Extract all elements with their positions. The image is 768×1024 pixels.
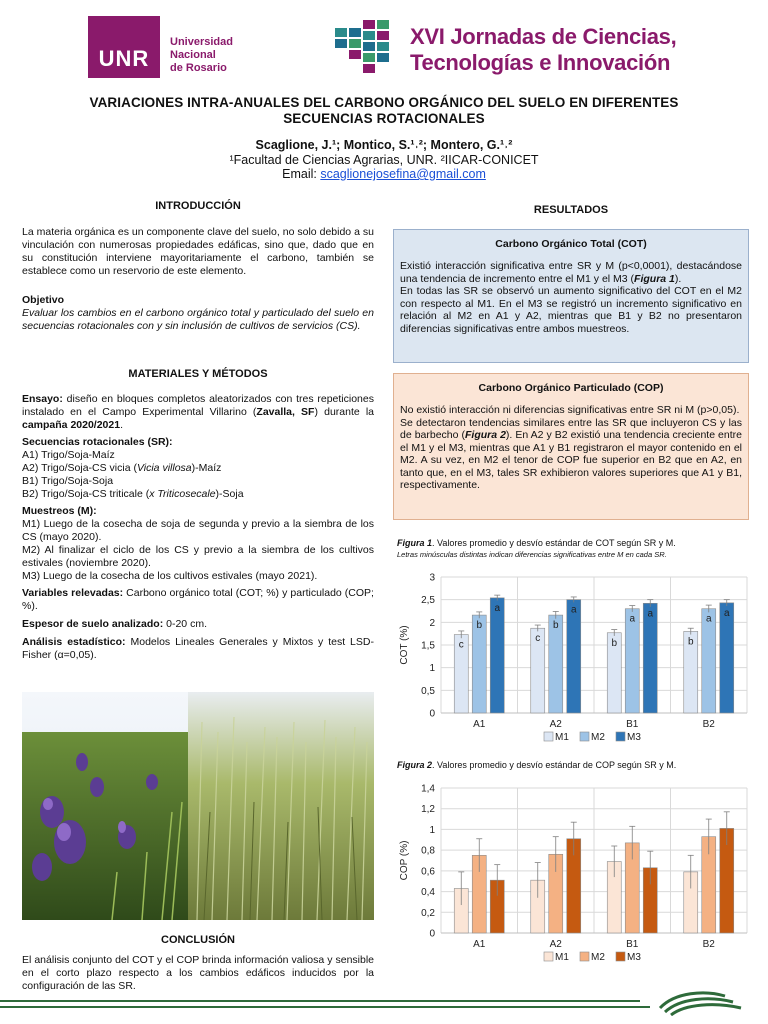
cop-box-title: Carbono Orgánico Particulado (COP)	[478, 382, 664, 394]
sr-item-text: B2) Trigo/Soja-CS triticale (	[22, 488, 150, 500]
vars-text	[22, 587, 374, 613]
m-item: M3) Luego de la cosecha de los cultivos estivales (mayo 2021).	[22, 570, 318, 582]
fig2-caption-label: Figura 2	[397, 760, 433, 770]
bar	[643, 603, 657, 713]
methods-heading: MATERIALES Y MÉTODOS	[128, 368, 268, 380]
stats-text	[22, 636, 374, 662]
y-tick-label: 0,6	[421, 866, 435, 878]
cot-box-p2: En todas las SR se observó un aumento significativo del COT en el M2 con respecto al M1. En el M3 se registró un incremento significativo en relación al M2 en A1 y A2, mientras que B1 y B2 no presentaron diferencias significativas entre ambos muestreos.	[400, 285, 742, 335]
bar	[720, 603, 734, 713]
fig1-caption-sub: Letras minúsculas distintas indican diferencias significativas entre M en cada SR.	[397, 550, 667, 559]
x-tick-label: B1	[626, 939, 639, 950]
stats-label: Análisis estadístico:	[22, 636, 126, 648]
unr-name	[170, 36, 233, 75]
significance-letter: b	[687, 636, 694, 648]
sr-item-species: Vicia villosa	[136, 462, 192, 474]
unr-name-line: de Rosario	[170, 62, 227, 74]
sr-item	[22, 488, 244, 501]
vars-label: Variables relevadas:	[22, 587, 124, 599]
jornadas-mosaic-logo	[335, 20, 397, 76]
unr-name-line: Universidad	[170, 36, 233, 48]
legend-swatch	[544, 732, 553, 741]
legend-label: M3	[627, 952, 641, 963]
legend-label: M1	[555, 732, 569, 743]
significance-letter: c	[458, 639, 464, 651]
unr-logo	[88, 16, 160, 78]
legend-swatch	[616, 732, 625, 741]
fig1-caption-label: Figura 1	[397, 538, 433, 548]
y-tick-label: 1	[429, 663, 435, 675]
sr-item: B1) Trigo/Soja-Soja	[22, 475, 114, 487]
ensayo-place: Zavalla, SF	[256, 406, 315, 418]
y-tick-label: 2	[429, 617, 435, 629]
sr-item-end: )-Maíz	[191, 462, 222, 474]
ensayo-text	[22, 393, 374, 432]
sr-heading: Secuencias rotacionales (SR):	[22, 436, 173, 448]
title-line: VARIACIONES INTRA-ANUALES DEL CARBONO ORGÁNICO DEL SUELO EN DIFERENTES	[89, 95, 679, 110]
sr-item: A1) Trigo/Soja-Maíz	[22, 449, 115, 461]
m-item: M2) Al finalizar el ciclo de los CS y previo a la siembra de los cultivos estivales (noviembre 2020).	[22, 544, 374, 569]
fig1-caption	[397, 538, 752, 549]
x-tick-label: A2	[549, 939, 562, 950]
significance-letter: a	[629, 613, 636, 625]
depth-body: 0-20 cm.	[163, 618, 207, 630]
x-tick-label: B2	[702, 719, 715, 730]
y-tick-label: 0,2	[421, 907, 435, 919]
ensayo-end: .	[120, 419, 123, 431]
authors: Scaglione, J.¹; Montico, S.¹˒²; Montero, G.¹˒²	[255, 138, 513, 152]
legend-label: M2	[591, 732, 605, 743]
results-heading: RESULTADOS	[533, 204, 609, 216]
poster-title	[30, 95, 738, 127]
cop-chart	[393, 778, 753, 970]
sr-item-species: x Triticosecale	[149, 488, 216, 500]
fig2-caption	[397, 760, 752, 771]
cot-chart-svg	[393, 565, 753, 750]
y-tick-label: 1,4	[421, 783, 435, 795]
field-photos	[22, 692, 374, 920]
significance-letter: a	[705, 613, 712, 625]
x-tick-label: B2	[702, 939, 715, 950]
y-tick-label: 0,4	[421, 887, 435, 899]
ensayo-body: diseño en bloques completos aleatorizados con tres repeticiones instalado en el Campo Experimental Villarino (	[22, 393, 374, 418]
cot-result-box	[393, 229, 749, 363]
legend-swatch	[580, 952, 589, 961]
sr-item-end: )-Soja	[215, 488, 244, 500]
depth-text	[22, 618, 374, 631]
email-line	[30, 167, 738, 181]
legend-label: M1	[555, 952, 569, 963]
significance-letter: c	[535, 633, 541, 645]
cot-p1-text: Existió interacción significativa entre SR y M (p<0,0001), destacándose una tendencia de incremento entre el M1 y el M3 (	[400, 260, 742, 285]
y-axis-label: COP (%)	[399, 840, 410, 881]
significance-letter: b	[611, 637, 618, 649]
y-tick-label: 1,5	[421, 640, 435, 652]
bar	[567, 600, 581, 713]
significance-letter: b	[552, 620, 559, 632]
y-tick-label: 0,8	[421, 845, 435, 857]
x-tick-label: B1	[626, 719, 639, 730]
ensayo-mid: ) durante la	[314, 406, 375, 418]
y-tick-label: 1,2	[421, 804, 435, 816]
conclusion-text: El análisis conjunto del COT y el COP brinda información valiosa y sensible en el corto plazo respecto a los cambios edáficos inducidos por la configuración de las SR.	[22, 954, 374, 992]
unr-name-line: Nacional	[170, 49, 216, 61]
legend-label: M2	[591, 952, 605, 963]
sr-item-text: A2) Trigo/Soja-CS vicia (	[22, 462, 137, 474]
cop-chart-svg	[393, 778, 753, 970]
cop-box-p1: No existió interacción ni diferencias significativas entre SR ni M (p>0,05).	[400, 404, 740, 416]
legend-swatch	[544, 952, 553, 961]
event-title-line: Tecnologías e Innovación	[410, 50, 671, 75]
cot-box-p1	[400, 260, 742, 285]
footer-rule	[0, 1006, 650, 1008]
significance-letter: a	[647, 608, 654, 620]
intro-heading: INTRODUCCIÓN	[155, 200, 241, 212]
y-tick-label: 0,5	[421, 685, 435, 697]
legend-swatch	[616, 952, 625, 961]
significance-letter: a	[494, 602, 501, 614]
fig2-caption-text: . Valores promedio y desvío estándar de COP según SR y M.	[432, 760, 677, 770]
depth-label: Espesor de suelo analizado:	[22, 618, 164, 630]
m-heading: Muestreos (M):	[22, 505, 97, 517]
footer-logo-icon	[655, 988, 755, 1016]
affiliation: ¹Facultad de Ciencias Agrarias, UNR. ²IICAR-CONICET	[229, 153, 539, 167]
ensayo-campaign: campaña 2020/2021	[22, 419, 121, 431]
y-tick-label: 2,5	[421, 595, 435, 607]
bar	[490, 598, 504, 713]
cop-box-p2	[400, 417, 742, 492]
y-tick-label: 0	[429, 928, 435, 940]
cop-p2-text: Se detectaron tendencias similares entre las SR que incluyeron CS y las de barbecho (	[400, 416, 742, 441]
significance-letter: a	[570, 604, 577, 616]
cop-fig-ref: Figura 2	[464, 429, 506, 441]
event-title-line: XVI Jornadas de Ciencias,	[410, 24, 677, 49]
unr-logo-text: UNR	[98, 46, 150, 71]
vars-body: Carbono orgánico total (COT; %) y particulado (COP; %).	[22, 587, 374, 612]
cop-result-box	[393, 373, 749, 520]
sr-item	[22, 462, 221, 475]
cot-chart	[393, 565, 753, 750]
y-tick-label: 3	[429, 572, 435, 584]
conclusion-heading: CONCLUSIÓN	[161, 934, 235, 946]
objective-heading: Objetivo	[22, 294, 65, 306]
cot-p1-end: ).	[674, 272, 682, 285]
intro-text: La materia orgánica es un componente clave del suelo, no solo debido a su vinculación con numerosas propiedades edáficas, sino que, dado que en su constitución interviene mayoritariamente el carbono, también se establece como un reservorio de este elemento.	[22, 226, 374, 277]
significance-letter: a	[723, 607, 730, 619]
y-tick-label: 0	[429, 708, 435, 720]
y-tick-label: 1	[429, 824, 435, 836]
cot-fig-ref: Figura 1	[634, 272, 675, 285]
x-tick-label: A2	[549, 719, 562, 730]
m-item: M1) Luego de la cosecha de soja de segunda y previo a la siembra de los CS (mayo 2020).	[22, 518, 374, 543]
y-axis-label: COT (%)	[399, 625, 410, 665]
footer-rule	[0, 1000, 640, 1002]
title-line: SECUENCIAS ROTACIONALES	[283, 111, 485, 126]
email-link[interactable]: scaglionejosefina@gmail.com	[320, 167, 486, 181]
significance-letter: b	[476, 620, 483, 632]
email-label: Email:	[282, 167, 321, 181]
objective-text: Evaluar los cambios en el carbono orgánico total y particulado del suelo en secuencias rotacionales con y sin inclusión de cultivos de servicios (CS).	[22, 307, 374, 332]
x-tick-label: A1	[473, 939, 486, 950]
legend-label: M3	[627, 732, 641, 743]
legend-swatch	[580, 732, 589, 741]
event-title	[410, 24, 676, 76]
cot-box-title: Carbono Orgánico Total (COT)	[495, 238, 647, 250]
stats-body: Modelos Lineales Generales y Mixtos y test LSD-Fisher (α=0,05).	[22, 636, 374, 661]
ensayo-label: Ensayo:	[22, 393, 63, 405]
field-photo-illustration	[22, 692, 374, 920]
fig1-caption-text: . Valores promedio y desvío estándar de COT según SR y M.	[432, 538, 676, 548]
x-tick-label: A1	[473, 719, 486, 730]
cop-p2-end: ). En A2 y B2 existió una tendencia creciente entre el M1 y el M3, mientras que A1 y B1 registraron el mayor contenido en el M2. A su vez, en M2 el tenor de COP fue superior en B2 que en A2, en tanto que, en el M3, tales SR exhibieron valores superiores que A1 y B1, respectivamente.	[400, 429, 742, 491]
